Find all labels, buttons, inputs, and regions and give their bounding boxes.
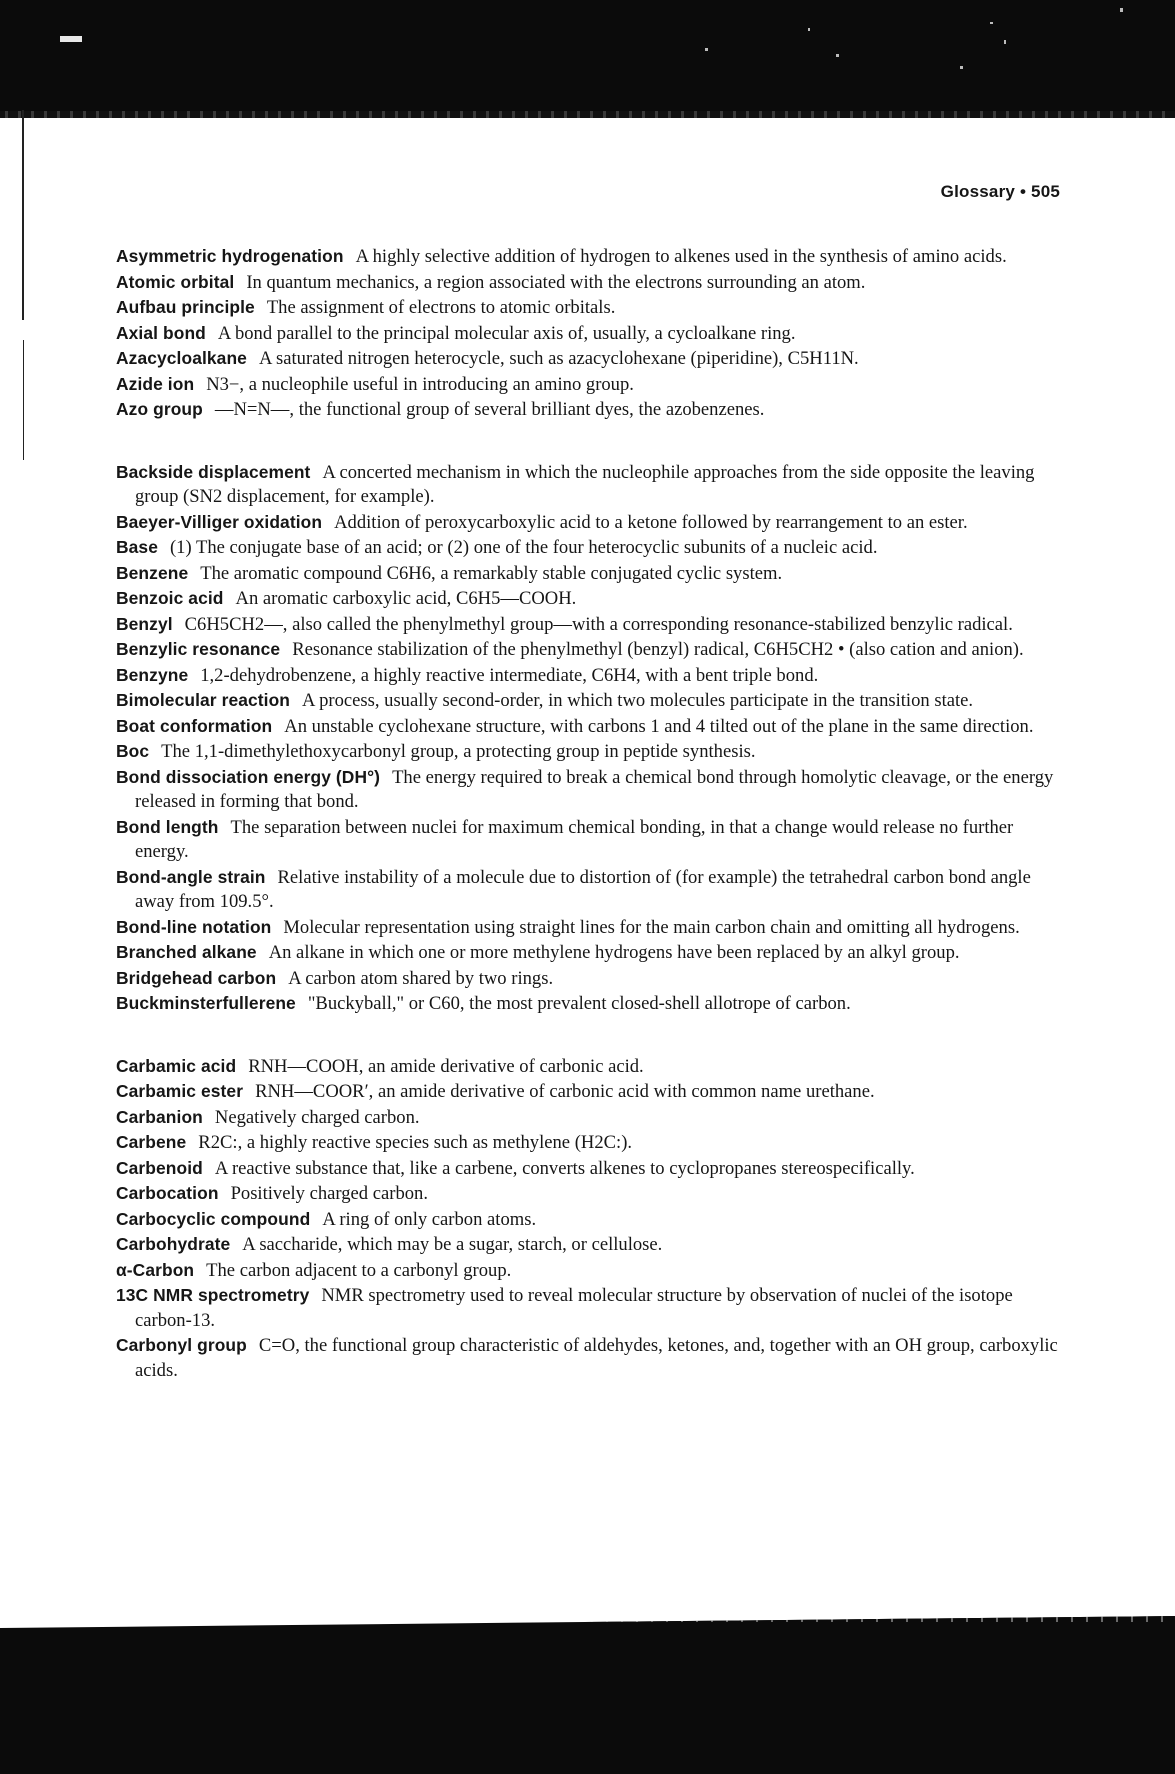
glossary-definition: C=O, the functional group characteristic of aldehydes, ketones, and, together with an OH group, carboxylic acids. (135, 1335, 1058, 1381)
glossary-entry (116, 535, 1062, 561)
glossary-term: Azo group (116, 399, 203, 419)
glossary-section-a (116, 244, 1062, 423)
glossary-definition: Negatively charged carbon. (214, 1106, 420, 1128)
glossary-entry (116, 244, 1062, 270)
glossary-entry (116, 397, 1062, 423)
glossary-entry (116, 966, 1062, 992)
glossary-entry (116, 1130, 1062, 1156)
glossary-definition: A saccharide, which may be a sugar, starch, or cellulose. (242, 1234, 663, 1255)
glossary-entry (116, 460, 1062, 510)
glossary-body (116, 244, 1062, 1420)
glossary-term: Atomic orbital (116, 271, 235, 292)
glossary-definition: A reactive substance that, like a carbene, converts alkenes to cyclopropanes stereospecifically. (214, 1157, 915, 1179)
glossary-definition: A highly selective addition of hydrogen to alkenes used in the synthesis of amino acids. (355, 246, 1007, 267)
glossary-definition: The assignment of electrons to atomic orbitals. (266, 297, 616, 318)
glossary-definition: In quantum mechanics, a region associated with the electrons surrounding an atom. (246, 271, 866, 293)
glossary-definition: A concerted mechanism in which the nucleophile approaches from the side opposite the leaving group (SN2 displacement, for example). (135, 461, 1035, 507)
glossary-entry (116, 637, 1062, 663)
glossary-definition: R2C:, a highly reactive species such as methylene (H2C:). (198, 1132, 633, 1153)
glossary-term: Carbocation (116, 1183, 219, 1203)
glossary-term: Bimolecular reaction (116, 690, 291, 710)
glossary-entry (116, 663, 1062, 689)
glossary-term: Carbohydrate (116, 1234, 231, 1254)
glossary-entry (116, 1283, 1062, 1333)
glossary-entry (116, 586, 1062, 612)
glossary-term: Bond dissociation energy (DH°) (116, 766, 381, 787)
glossary-entry (116, 815, 1062, 865)
glossary-entry (116, 1105, 1062, 1131)
glossary-term: Carbocyclic compound (116, 1208, 311, 1229)
glossary-definition: —N=N—, the functional group of several brilliant dyes, the azobenzenes. (214, 399, 765, 420)
glossary-entry (116, 372, 1062, 398)
glossary-definition: Resonance stabilization of the phenylmethyl (benzyl) radical, C6H5CH2 • (also cation and anion). (292, 639, 1024, 660)
glossary-entry (116, 915, 1062, 941)
glossary-entry (116, 295, 1062, 321)
glossary-term: Benzene (116, 562, 189, 583)
binding-edge-mark (23, 340, 24, 460)
glossary-term: Benzyne (116, 664, 189, 685)
glossary-term: Azacycloalkane (116, 348, 247, 368)
glossary-definition: The energy required to break a chemical bond through homolytic cleavage, or the energy released in forming that bond. (135, 766, 1054, 812)
glossary-entry (116, 865, 1062, 915)
glossary-definition: The 1,1-dimethylethoxycarbonyl group, a protecting group in peptide synthesis. (161, 741, 756, 762)
glossary-entry (116, 1181, 1062, 1207)
glossary-term: Carbamic ester (116, 1081, 244, 1101)
glossary-term: Carbenoid (116, 1157, 203, 1178)
glossary-term: Boat conformation (116, 715, 273, 736)
glossary-definition: Molecular representation using straight lines for the main carbon chain and omitting all hydrogens. (283, 916, 1020, 938)
glossary-definition: A ring of only carbon atoms. (322, 1208, 537, 1230)
glossary-entry (116, 1207, 1062, 1233)
glossary-entry (116, 1333, 1062, 1383)
glossary-entry (116, 1258, 1062, 1284)
glossary-entry (116, 321, 1062, 347)
glossary-definition: NMR spectrometry used to reveal molecular structure by observation of nuclei of the isotope carbon-13. (135, 1285, 1013, 1331)
glossary-definition: An alkane in which one or more methylene hydrogens have been replaced by an alkyl group. (268, 942, 960, 963)
glossary-term: α-Carbon (116, 1259, 195, 1280)
glossary-definition: Relative instability of a molecule due to distortion of (for example) the tetrahedral carbon bond angle away from 109.5°. (135, 866, 1031, 912)
glossary-entry (116, 346, 1062, 372)
glossary-definition: N3−, a nucleophile useful in introducing an amino group. (206, 373, 634, 395)
glossary-term: Carbene (116, 1132, 187, 1152)
glossary-section-c (116, 1054, 1062, 1384)
glossary-term: Benzoic acid (116, 588, 224, 608)
glossary-term: Carbanion (116, 1106, 203, 1127)
glossary-term: Boc (116, 741, 150, 761)
glossary-entry (116, 510, 1062, 536)
glossary-definition: Positively charged carbon. (230, 1183, 428, 1204)
glossary-definition: Addition of peroxycarboxylic acid to a ketone followed by rearrangement to an ester. (334, 511, 968, 533)
glossary-definition: A saturated nitrogen heterocycle, such as azacyclohexane (piperidine), C5H11N. (258, 348, 859, 369)
glossary-term: Benzyl (116, 613, 173, 634)
page-header: Glossary • 505 (940, 182, 1060, 201)
glossary-definition: The separation between nuclei for maximum chemical bonding, in that a change would release no further energy. (135, 816, 1014, 862)
glossary-term: Carbonyl group (116, 1335, 247, 1355)
glossary-definition: The aromatic compound C6H6, a remarkably stable conjugated cyclic system. (200, 562, 783, 584)
glossary-entry (116, 612, 1062, 638)
glossary-entry (116, 1156, 1062, 1182)
glossary-definition: "Buckyball," or C60, the most prevalent closed-shell allotrope of carbon. (307, 993, 851, 1014)
glossary-definition: An unstable cyclohexane structure, with carbons 1 and 4 tilted out of the plane in the same direction. (284, 715, 1034, 737)
glossary-definition: The carbon adjacent to a carbonyl group. (206, 1259, 512, 1281)
glossary-entry (116, 765, 1062, 815)
glossary-definition: RNH—COOH, an amide derivative of carbonic acid. (248, 1055, 644, 1077)
glossary-entry (116, 561, 1062, 587)
glossary-definition: An aromatic carboxylic acid, C6H5—COOH. (235, 588, 577, 609)
glossary-entry (116, 1232, 1062, 1258)
glossary-term: Backside displacement (116, 461, 311, 482)
glossary-term: Asymmetric hydrogenation (116, 246, 344, 266)
glossary-definition: A carbon atom shared by two rings. (288, 967, 554, 989)
scan-bottom-border (0, 1588, 1175, 1774)
glossary-entry (116, 991, 1062, 1017)
glossary-term: Bond-line notation (116, 916, 272, 937)
glossary-definition: A process, usually second-order, in which two molecules participate in the transition state. (302, 690, 974, 711)
glossary-term: Baeyer-Villiger oxidation (116, 511, 323, 532)
glossary-term: 13C NMR spectrometry (116, 1285, 310, 1305)
glossary-entry (116, 739, 1062, 765)
glossary-entry (116, 1054, 1062, 1080)
glossary-entry (116, 688, 1062, 714)
glossary-term: Axial bond (116, 322, 206, 343)
glossary-term: Buckminsterfullerene (116, 993, 296, 1013)
glossary-definition: RNH—COOR′, an amide derivative of carbonic acid with common name urethane. (255, 1081, 875, 1102)
glossary-term: Benzylic resonance (116, 639, 281, 659)
glossary-entry (116, 1079, 1062, 1105)
glossary-entry (116, 940, 1062, 966)
glossary-term: Bridgehead carbon (116, 967, 277, 988)
glossary-term: Bond length (116, 816, 219, 837)
glossary-definition: (1) The conjugate base of an acid; or (2) one of the four heterocyclic subunits of a nucleic acid. (169, 537, 878, 558)
glossary-term: Carbamic acid (116, 1055, 237, 1076)
glossary-term: Base (116, 537, 158, 557)
glossary-term: Bond-angle strain (116, 866, 266, 887)
glossary-definition: A bond parallel to the principal molecular axis of, usually, a cycloalkane ring. (217, 322, 796, 344)
glossary-term: Aufbau principle (116, 297, 255, 317)
glossary-definition: C6H5CH2—, also called the phenylmethyl group—with a corresponding resonance-stabilized benzylic radical. (184, 613, 1013, 635)
scan-top-border (0, 0, 1175, 118)
glossary-term: Branched alkane (116, 942, 257, 962)
glossary-entry (116, 714, 1062, 740)
glossary-section-b (116, 460, 1062, 1017)
glossary-definition: 1,2-dehydrobenzene, a highly reactive intermediate, C6H4, with a bent triple bond. (200, 664, 819, 686)
binding-edge-mark (22, 110, 24, 320)
glossary-entry (116, 270, 1062, 296)
glossary-term: Azide ion (116, 373, 195, 394)
